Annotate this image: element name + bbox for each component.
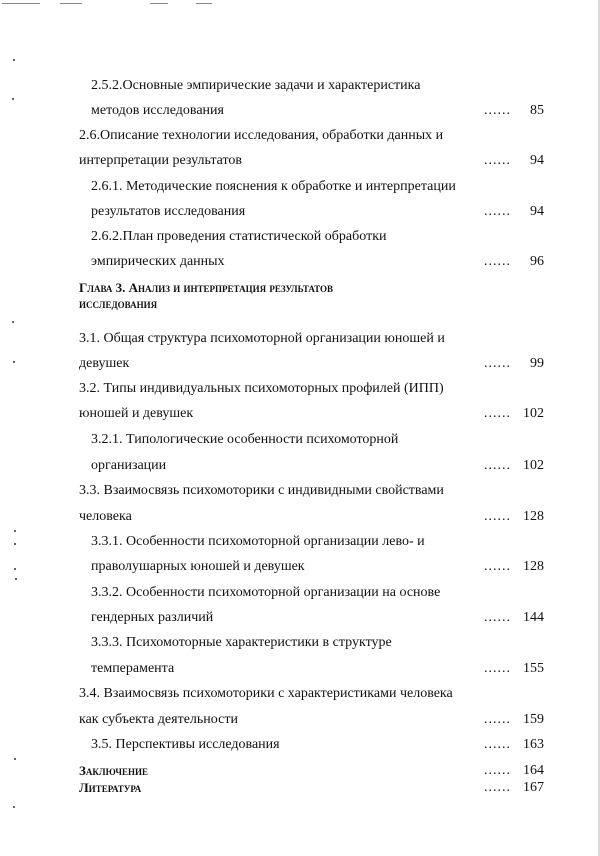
toc-entry-text: 3.3. Взаимосвязь психомоторики с индивидными свойствами [79,483,444,498]
toc-entry-text: 3.3.1. Особенности психомоторной организации лево- и [91,534,425,549]
toc-leader-dots: ...... [484,356,511,371]
toc-entry-text: 2.6.Описание технологии исследования, обработки данных и [79,128,444,143]
scan-speck [14,758,16,760]
toc-leader-dots: ...... [484,559,511,574]
toc-leader-dots: ...... [484,712,511,727]
toc-entry-text: девушек [79,356,130,371]
toc-page-number: 94 [530,153,544,168]
toc-entry-text: 3.3.3. Психомоторные характеристики в структуре [91,635,392,650]
toc-leader-dots: ...... [484,254,511,269]
scan-speck [14,530,16,532]
scan-edge-mark [60,3,82,4]
toc-leader-dots: ...... [484,103,511,118]
toc-entry-text: организации [91,458,167,473]
toc-page-number: 159 [523,712,544,727]
toc-page-number: 102 [523,406,544,421]
toc-entry-text: гендерных различий [91,610,214,625]
toc-page-number: 99 [530,356,544,371]
toc-entry-text: 3.3.2. Особенности психомоторной организации на основе [91,585,441,600]
toc-leader-dots: ...... [484,610,511,625]
chapter-heading: исследования [79,296,158,311]
scan-speck [13,361,15,363]
toc-leader-dots: ...... [484,204,511,219]
toc-leader-dots: ...... [484,153,511,168]
toc-entry-text: 2.6.2.План проведения статистической обработки [91,229,387,244]
toc-page-number: 167 [523,780,544,795]
toc-entry-text: интерпретации результатов [79,153,243,168]
toc-page-number: 96 [530,254,544,269]
toc-page-number: 94 [530,204,544,219]
scan-speck [12,321,14,323]
toc-entry-text: методов исследования [91,103,224,118]
toc-entry-text: эмпирических данных [91,254,225,269]
scan-speck [13,806,15,808]
toc-entry-text: результатов исследования [91,204,246,219]
scan-speck [12,98,14,100]
toc-page-number: 128 [523,509,544,524]
toc-entry-text: 3.1. Общая структура психомоторной организации юношей и [79,331,445,346]
references-heading: Литература [79,780,142,795]
toc-leader-dots: ...... [484,458,511,473]
toc-page-number: 144 [523,610,544,625]
scan-speck [14,543,16,545]
toc-entry-text: человека [79,509,132,524]
scan-edge-mark [2,3,40,4]
toc-page-number: 164 [523,763,544,778]
scan-edge-mark [150,3,168,4]
scan-speck [14,568,16,570]
toc-leader-dots: ...... [484,661,511,676]
toc-entry-text: темперамента [91,661,175,676]
toc-page-number: 163 [523,737,544,752]
toc-leader-dots: ...... [484,509,511,524]
toc-entry-text: 2.5.2.Основные эмпирические задачи и характеристика [91,78,421,93]
toc-leader-dots: ...... [484,780,511,795]
toc-entry-text: 3.4. Взаимосвязь психомоторики с характеристиками человека [79,686,453,701]
toc-page-number: 155 [523,661,544,676]
toc-page-number: 85 [530,103,544,118]
toc-leader-dots: ...... [484,737,511,752]
toc-leader-dots: ...... [484,406,511,421]
toc-entry-text: 3.2.1. Типологические особенности психомоторной [91,432,399,447]
toc-entry-text: 3.5. Перспективы исследования [91,737,280,752]
toc-page-number: 102 [523,458,544,473]
toc-page-number: 128 [523,559,544,574]
scan-edge-mark [196,3,212,4]
scan-speck [13,59,15,61]
conclusion-heading: Заключение [79,763,148,778]
scan-speck [15,578,17,580]
toc-entry-text: юношей и девушек [79,406,194,421]
toc-entry-text: 2.6.1. Методические пояснения к обработке и интерпретации [91,179,456,194]
chapter-heading: Глава 3. Анализ и интерпретация результатов [79,280,334,295]
toc-entry-text: праволушарных юношей и девушек [91,559,305,574]
toc-entry-text: 3.2. Типы индивидуальных психомоторных профилей (ИПП) [79,381,444,396]
toc-leader-dots: ...... [484,763,511,778]
toc-entry-text: как субъекта деятельности [79,712,238,727]
